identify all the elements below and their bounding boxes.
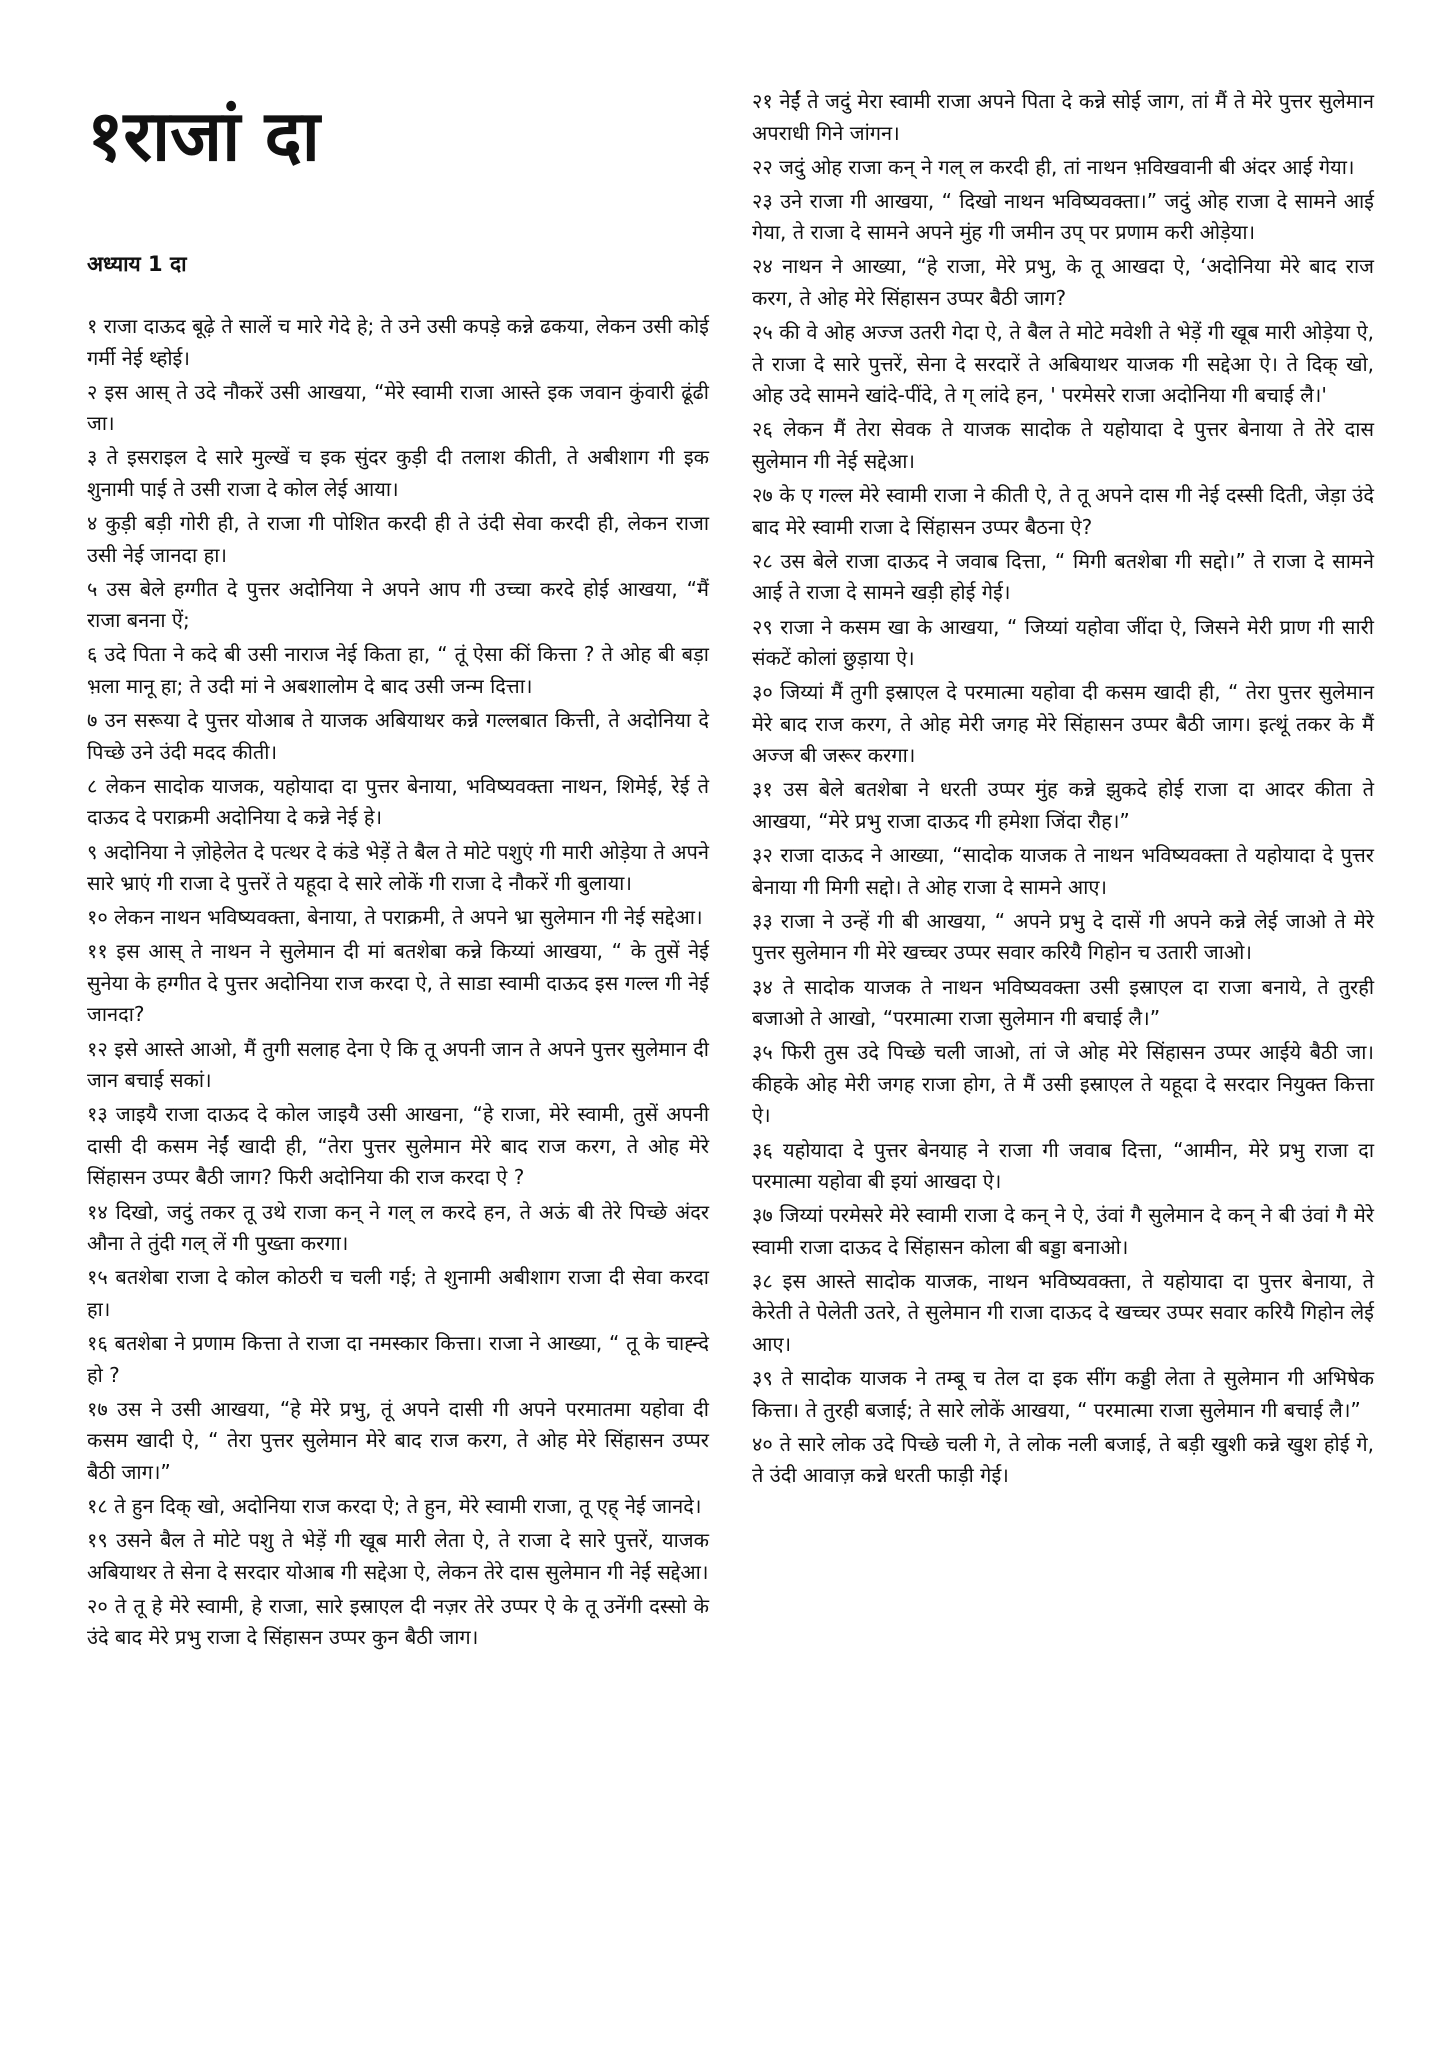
verse-24: २४ नाथन ने आख्या, “हे राजा, मेरे प्रभु, के तू आखदा ऐ, ‘अदोनिया मेरे बाद राज करग, ते ओह मेरे सिंहासन उप्पर बैठी जाग? xyxy=(752,254,1374,311)
left-column xyxy=(87,311,709,1656)
verse-20: २० ते तू हे मेरे स्वामी, हे राजा, सारे इस्राएल दी नज़र तेरे उप्पर ऐ के तू उनेंगी दस्सो के उंदे बाद मेरे प्रभु राजा दे सिंहासन उप्पर कुन बैठी जाग। xyxy=(87,1593,709,1650)
verse-35: ३५ फिरी तुस उदे पिच्छे चली जाओ, तां जे ओह मेरे सिंहासन उप्पर आईये बैठी जा। कीहके ओह मेरी जगह राजा होग, ते मैं उसी इस्राएल ते यहूदा दे सरदार नियुक्त कित्ता ऐ। xyxy=(752,1040,1374,1128)
verse-12: १२ इसे आस्ते आओ, मैं तुगी सलाह देना ऐ कि तू अपनी जान ते अपने पुत्तर सुलेमान दी जान बचाई सकां। xyxy=(87,1036,709,1093)
verse-11: ११ इस आस् ते नाथन ने सुलेमान दी मां बतशेबा कन्ने किय्यां आखया, “ के तुसें नेई सुनेया के हग्गीत दे पुत्तर अदोनिया राज करदा ऐ, ते साडा स्वामी दाऊद इस गल्ल गी नेई जानदा? xyxy=(87,939,709,1027)
verse-32: ३२ राजा दाऊद ने आख्या, “सादोक याजक ते नाथन भविष्यवक्ता ते यहोयादा दे पुत्तर बेनाया गी मिगी सद्दो। ते ओह राजा दे सामने आए। xyxy=(752,843,1374,899)
verse-39: ३९ ते सादोक याजक ने तम्बू च तेल दा इक सींग कड्डी लेता ते सुलेमान गी अभिषेक कित्ता। ते तुरही बजाई; ते सारे लोकें आखया, “ परमात्मा राजा सुलेमान गी बचाई लै।” xyxy=(752,1366,1374,1422)
verse-4: ४ कुड़ी बड़ी गोरी ही, ते राजा गी पोशित करदी ही ते उंदी सेवा करदी ही, लेकन राजा उसी नेई जानदा हा। xyxy=(87,511,709,567)
verse-29: २९ राजा ने कसम खा के आखया, “ जिय्यां यहोवा जींदा ऐ, जिसने मेरी प्राण गी सारी संकटें कोलां छुड़ाया ऐ। xyxy=(752,614,1374,671)
verse-36: ३६ यहोयादा दे पुत्तर बेनयाह ने राजा गी जवाब दित्ता, “आमीन, मेरे प्रभु राजा दा परमात्मा यहोवा बी इयां आखदा ऐ। xyxy=(752,1137,1374,1194)
verse-37: ३७ जिय्यां परमेसरे मेरे स्वामी राजा दे कन् ने ऐ, उंवां गै सुलेमान दे कन् ने बी उंवां गै मेरे स्वामी राजा दाऊद दे सिंहासन कोला बी बड्डा बनाओ। xyxy=(752,1203,1374,1259)
verse-7: ७ उन सरूया दे पुत्तर योआब ते याजक अबियाथर कन्ने गल्लबात कित्ती, ते अदोनिया दे पिच्छे उने उंदी मदद कीती। xyxy=(87,708,709,764)
verse-9: ९ अदोनिया ने ज़ोहेलेत दे पत्थर दे कंडे भेड़ें ते बैल ते मोटे पशुएं गी मारी ओड़ेया ते अपने सारे भ्राएं गी राजा दे पुत्तरें ते यहूदा दे सारे लोकें गी राजा दे नौकरें गी बुलाया। xyxy=(87,839,709,896)
verse-30: ३० जिय्यां मैं तुगी इस्राएल दे परमात्मा यहोवा दी कसम खादी ही, “ तेरा पुत्तर सुलेमान मेरे बाद राज करग, ते ओह मेरी जगह मेरे सिंहासन उप्पर बैठी जाग। इत्थूं तकर के मैं अज्ज बी जरूर करगा। xyxy=(752,680,1374,768)
verse-38: ३८ इस आस्ते सादोक याजक, नाथन भविष्यवक्ता, ते यहोयादा दा पुत्तर बेनाया, ते केरेती ते पेलेती उतरे, ते सुलेमान गी राजा दाऊद दे खच्चर उप्पर सवार करियै गिहोन लेई आए। xyxy=(752,1268,1374,1357)
book-title: १राजां दा xyxy=(87,95,320,177)
verse-2: २ इस आस् ते उदे नौकरें उसी आखया, “मेरे स्वामी राजा आस्ते इक जवान कुंवारी ढूंढी जा। xyxy=(87,379,709,436)
verse-3: ३ ते इसराइल दे सारे मुल्खें च इक सुंदर कुड़ी दी तलाश कीती, ते अबीशाग गी इक शुनामी पाई ते उसी राजा दे कोल लेई आया। xyxy=(87,445,709,501)
verse-26: २६ लेकन मैं तेरा सेवक ते याजक सादोक ते यहोयादा दे पुत्तर बेनाया ते तेरे दास सुलेमान गी नेई सद्देआ। xyxy=(752,417,1374,474)
verse-40: ४० ते सारे लोक उदे पिच्छे चली गे, ते लोक नली बजाई, ते बड़ी खुशी कन्ने खुश होई गे, ते उंदी आवाज़ कन्ने धरती फाड़ी गेई। xyxy=(752,1431,1374,1488)
verse-22: २२ जदुं ओह राजा कन् ने गल् ल करदी ही, तां नाथन भ़विखवानी बी अंदर आई गेया। xyxy=(752,154,1355,179)
verse-10: १० लेकन नाथन भविष्यवक्ता, बेनाया, ते पराक्रमी, ते अपने भ्रा सुलेमान गी नेई सद्देआ। xyxy=(87,905,703,930)
verse-27: २७ के ए गल्ल मेरे स्वामी राजा ने कीती ऐ, ते तू अपने दास गी नेई दस्सी दिती, जेड़ा उंदे बाद मेरे स्वामी राजा दे सिंहासन उप्पर बैठना ऐ? xyxy=(752,483,1374,539)
verse-14: १४ दिखो, जदुं तकर तू उथे राजा कन् ने गल् ल करदे हन, ते अऊं बी तेरे पिच्छे अंदर औना ते तुंदी गल् लें गी पुख्ता करगा। xyxy=(87,1199,709,1256)
verse-6: ६ उदे पिता ने कदे बी उसी नाराज नेई किता हा, “ तूं ऐसा कीं कित्ता ? ते ओह बी बड़ा भ़ला मानू हा; ते उदी मां ने अबशालोम दे बाद उसी जन्म दित्ता। xyxy=(87,642,709,699)
verse-1: १ राजा दाऊद बूढ़े ते सालें च मारे गेदे हे; ते उने उसी कपड़े कन्ने ढकया, लेकन उसी कोई गर्मी नेई थ्होई। xyxy=(87,314,709,370)
verse-17: १७ उस ने उसी आखया, “हे मेरे प्रभु, तूं अपने दासी गी अपने परमातमा यहोवा दी कसम खादी ऐ, “ तेरा पुत्तर सुलेमान मेरे बाद राज करग, ते ओह मेरे सिंहासन उप्पर बैठी जाग।” xyxy=(87,1396,709,1484)
verse-23: २३ उने राजा गी आखया, “ दिखो नाथन भविष्यवक्ता।” जदुं ओह राजा दे सामने आई गेया, ते राजा दे सामने अपने मुंह गी जमीन उप् पर प्रणाम करी ओड़ेया। xyxy=(752,188,1374,245)
right-column xyxy=(752,86,1374,1495)
verse-34: ३४ ते सादोक याजक ते नाथन भविष्यवक्ता उसी इस्राएल दा राजा बनाये, ते तुरही बजाओ ते आखो, “परमात्मा राजा सुलेमान गी बचाई लै।” xyxy=(752,974,1374,1031)
verse-31: ३१ उस बेले बतशेबा ने धरती उप्पर मुंह कन्ने झुकदे होई राजा दा आदर कीता ते आखया, “मेरे प्रभु राजा दाऊद गी हमेशा जिंदा रौह।” xyxy=(752,777,1374,834)
verse-25: २५ की वे ओह अज्ज उतरी गेदा ऐ, ते बैल ते मोटे मवेशी ते भेड़ें गी खूब मारी ओड़ेया ऐ, ते राजा दे सारे पुत्तरें, सेना दे सरदारें ते अबियाथर याजक गी सद्देआ ऐ। ते दिक् खो, ओह उदे सामने खांदे-पींदे, ते ग् लांदे हन, ' परमेसरे राजा अदोनिया गी बचाई लै।' xyxy=(752,320,1374,408)
verse-18: १८ ते हुन दिक् खो, अदोनिया राज करदा ऐ; ते हुन, मेरे स्वामी राजा, तू एह् नेई जानदे। xyxy=(87,1493,702,1518)
verse-28: २८ उस बेले राजा दाऊद ने जवाब दित्ता, “ मिगी बतशेबा गी सद्दो।” ते राजा दे सामने आई ते राजा दे सामने खड़ी होई गेई। xyxy=(752,548,1374,605)
verse-8: ८ लेकन सादोक याजक, यहोयादा दा पुत्तर बेनाया, भविष्यवक्ता नाथन, शिमेई, रेई ते दाऊद दे पराक्रमी अदोनिया दे कन्ने नेई हे। xyxy=(87,773,709,830)
verse-33: ३३ राजा ने उन्हें गी बी आखया, “ अपने प्रभु दे दासें गी अपने कन्ने लेई जाओ ते मेरे पुत्तर सुलेमान गी मेरे खच्चर उप्पर सवार करियै गिहोन च उतारी जाओ। xyxy=(752,908,1374,965)
verse-19: १९ उसने बैल ते मोटे पशु ते भेड़ें गी खूब मारी लेता ऐ, ते राजा दे सारे पुत्तरें, याजक अबियाथर ते सेना दे सरदार योआब गी सद्देआ ऐ, लेकन तेरे दास सुलेमान गी नेई सद्देआ। xyxy=(87,1527,709,1584)
verse-5: ५ उस बेले हग्गीत दे पुत्तर अदोनिया ने अपने आप गी उच्चा करदे होई आखया, “मैं राजा बनना ऐं; xyxy=(87,576,709,633)
chapter-heading: अध्याय 1 दा xyxy=(87,252,187,276)
verse-13: १३ जाइयै राजा दाऊद दे कोल जाइयै उसी आखना, “हे राजा, मेरे स्वामी, तुसें अपनी दासी दी कसम नेईं खादी ही, “तेरा पुत्तर सुलेमान मेरे बाद राज करग, ते ओह मेरे सिंहासन उप्पर बैठी जाग? फिरी अदोनिया की राज करदा ऐ ? xyxy=(87,1102,709,1190)
verse-21: २१ नेईं ते जदुं मेरा स्वामी राजा अपने पिता दे कन्ने सोई जाग, तां मैं ते मेरे पुत्तर सुलेमान अपराधी गिने जांगन। xyxy=(752,89,1374,145)
verse-15: १५ बतशेबा राजा दे कोल कोठरी च चली गई; ते शुनामी अबीशाग राजा दी सेवा करदा हा। xyxy=(87,1265,709,1321)
verse-16: १६ बतशेबा ने प्रणाम कित्ता ते राजा दा नमस्कार कित्ता। राजा ने आख्या, “ तू के चाह्न्दे हो ? xyxy=(87,1330,709,1387)
